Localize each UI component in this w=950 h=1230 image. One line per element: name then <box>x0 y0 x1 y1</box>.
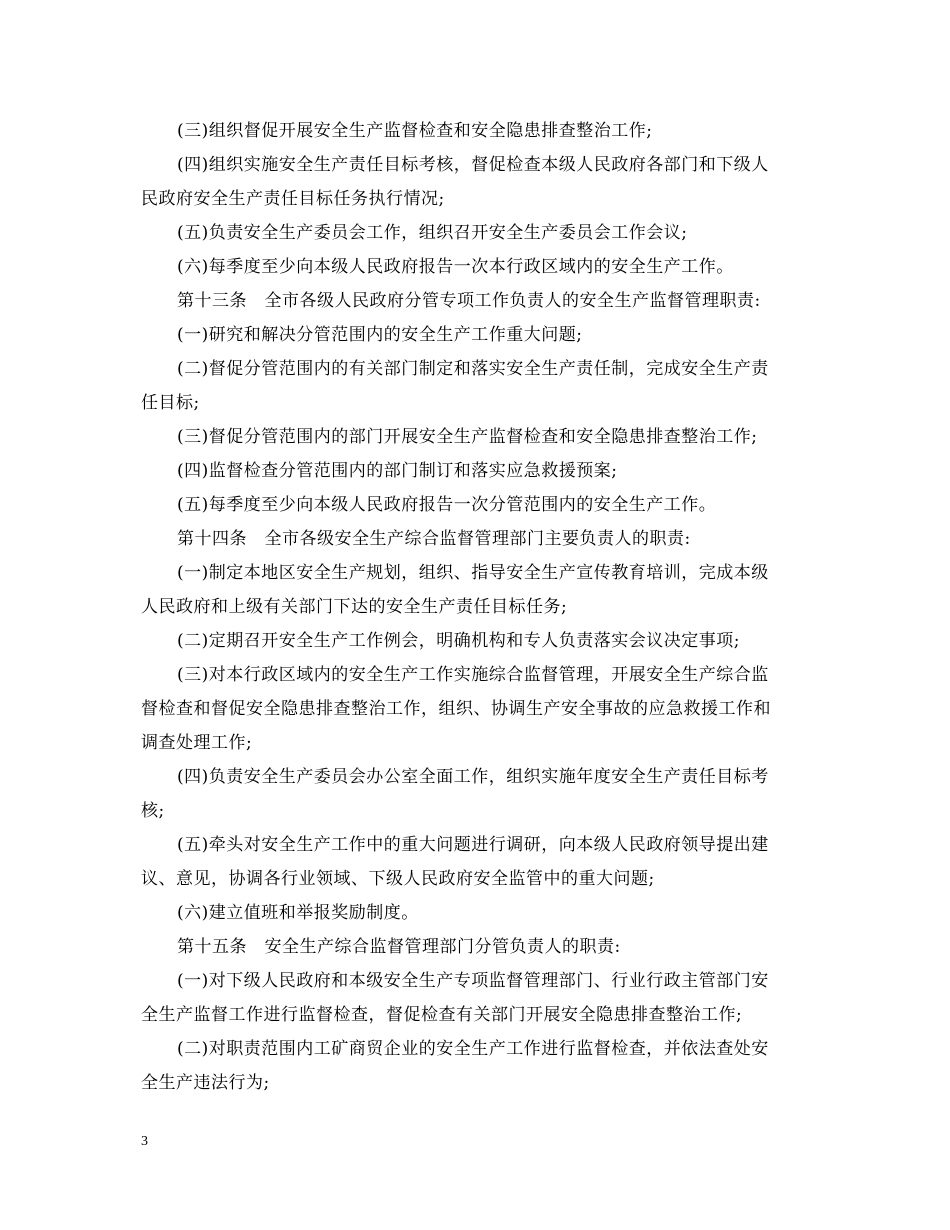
document-body <box>141 114 811 1100</box>
text-line: (三)督促分管范围内的部门开展安全生产监督检查和安全隐患排查整治工作; <box>177 427 758 447</box>
text-line: (六)建立值班和举报奖励制度。 <box>177 903 419 923</box>
text-line: 核; <box>141 801 165 821</box>
text-line: (四)负责安全生产委员会办公室全面工作，组织实施年度安全生产责任目标考 <box>177 767 769 787</box>
text-line: 全生产违法行为; <box>141 1073 270 1093</box>
text-line: 全生产监督工作进行监督检查，督促检查有关部门开展安全隐患排查整治工作; <box>141 1005 743 1025</box>
text-line: 人民政府和上级有关部门下达的安全生产责任目标任务; <box>141 597 568 617</box>
text-line: 督检查和督促安全隐患排查整治工作，组织、协调生产安全事故的应急救援工作和 <box>141 699 771 719</box>
text-line: (一)研究和解决分管范围内的安全生产工作重大问题; <box>177 325 583 345</box>
text-line: 调查处理工作; <box>141 733 253 753</box>
text-line: (二)对职责范围内工矿商贸企业的安全生产工作进行监督检查，并依法查处安 <box>177 1039 769 1059</box>
text-line: (二)督促分管范围内的有关部门制定和落实安全生产责任制，完成安全生产责 <box>177 359 769 379</box>
text-line: (四)组织实施安全生产责任目标考核，督促检查本级人民政府各部门和下级人 <box>177 155 769 175</box>
text-line: (五)负责安全生产委员会工作，组织召开安全生产委员会工作会议; <box>177 223 688 243</box>
text-line: 民政府安全生产责任目标任务执行情况; <box>141 189 445 209</box>
text-line: 第十五条 安全生产综合监督管理部门分管负责人的职责: <box>177 937 621 957</box>
text-line: 任目标; <box>141 393 200 413</box>
text-line: (三)组织督促开展安全生产监督检查和安全隐患排查整治工作; <box>177 121 653 141</box>
text-line: (一)对下级人民政府和本级安全生产专项监督管理部门、行业行政主管部门安 <box>177 971 769 991</box>
text-line: (三)对本行政区域内的安全生产工作实施综合监督管理，开展安全生产综合监 <box>177 665 769 685</box>
text-line: (二)定期召开安全生产工作例会，明确机构和专人负责落实会议决定事项; <box>177 631 740 651</box>
text-line: (一)制定本地区安全生产规划，组织、指导安全生产宣传教育培训，完成本级 <box>177 563 769 583</box>
text-line: 第十三条 全市各级人民政府分管专项工作负责人的安全生产监督管理职责: <box>177 291 761 311</box>
text-line: 第十四条 全市各级安全生产综合监督管理部门主要负责人的职责: <box>177 529 691 549</box>
page-number: 3 <box>141 1134 148 1149</box>
text-line: (五)每季度至少向本级人民政府报告一次分管范围内的安全生产工作。 <box>177 495 717 515</box>
text-line: (五)牵头对安全生产工作中的重大问题进行调研，向本级人民政府领导提出建 <box>177 835 769 855</box>
text-line: (六)每季度至少向本级人民政府报告一次本行政区域内的安全生产工作。 <box>177 257 734 277</box>
text-line: 议、意见，协调各行业领域、下级人民政府安全监管中的重大问题; <box>141 869 655 889</box>
text-line: (四)监督检查分管范围内的部门制订和落实应急救援预案; <box>177 461 618 481</box>
